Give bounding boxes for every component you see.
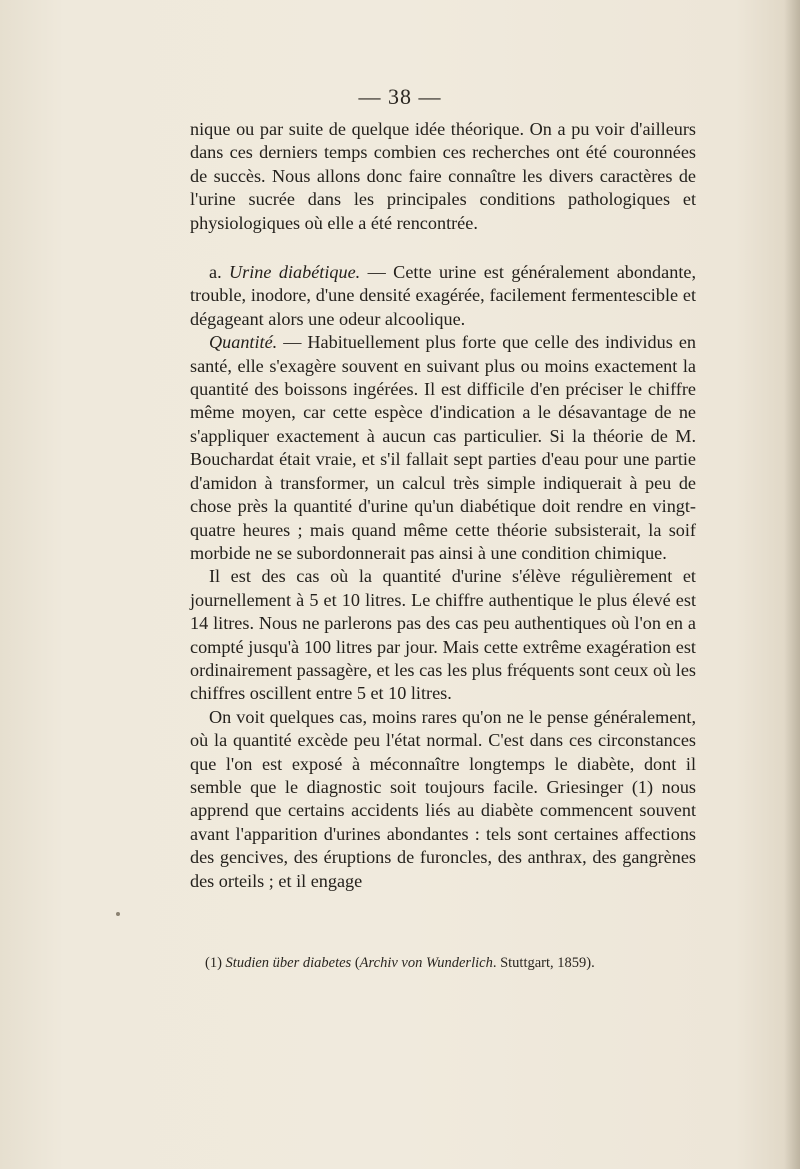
footnote-title: Studien über diabetes <box>225 955 352 971</box>
page-edge-shadow <box>784 0 800 1169</box>
paragraph-urine-diabetique <box>190 261 696 331</box>
main-text <box>190 118 696 893</box>
section-label: a. <box>209 262 222 283</box>
section-heading-urine-diabetique: Urine diabétique. <box>229 262 361 283</box>
paper-spot <box>116 912 120 916</box>
text-quantite: — Habituellement plus forte que celle des individus en santé, elle s'exagère souvent en suivant plus ou moins exactement la quantité des boissons ingérées. Il est difficile d'en préciser le chiffre même moyen, car cette espèce d'indication a le désavantage de ne s'appliquer exactement à aucun cas particulier. Si la théorie de M. Bouchardat était vraie, et s'il fallait sept parties d'eau pour une partie d'amidon à transformer, un calcul très simple indiquerait à peu de chose près la quantité d'urine qu'un diabétique doit rendre en vingt-quatre heures ; mais quand même cette théorie subsisterait, la soif morbide ne se subordonnerait pas ainsi à une condition chimique. <box>190 332 696 563</box>
subheading-quantite: Quantité. <box>209 332 278 353</box>
section-text-urine-diabetique: — Cette urine est généralement abondante, trouble, inodore, d'une densité exagérée, facilement fermentescible et dégageant alors une odeur alcoolique. <box>190 262 696 329</box>
page-number: — 38 — <box>358 84 442 109</box>
footnote-source: Archiv von Wunderlich <box>359 955 493 971</box>
paragraph-cas-rares: On voit quelques cas, moins rares qu'on ne le pense généralement, où la quantité excède peu l'état normal. C'est dans ces circonstances que l'on est exposé à méconnaître longtemps le diabète, dont il semble que le diagnostic soit toujours facile. Griesinger (1) nous apprend que certains accidents liés au diabète commencent souvent avant l'apparition d'urines abondantes : tels sont certaines affections des gencives, des éruptions de furoncles, des anthrax, des gangrènes des orteils ; et il engage <box>190 706 696 891</box>
footnote-rest: . Stuttgart, 1859). <box>492 955 595 971</box>
footnote: (1) Studien über diabetes (Archiv von Wunderlich. Stuttgart, 1859). <box>205 955 595 971</box>
section-gap <box>190 235 696 261</box>
paragraph-litres: Il est des cas où la quantité d'urine s'élève régulièrement et journellement à 5 et 10 litres. Le chiffre authentique le plus élevé est 14 litres. Nous ne parlerons pas des cas peu authentiques où l'on en a compté jusqu'à 100 litres par jour. Mais cette extrême exagération est ordinairement passagère, et les cas les plus fréquents sont ceux où les chiffres oscillent entre 5 et 10 litres. <box>190 566 696 704</box>
footnote-marker: (1) <box>205 955 222 971</box>
paragraph-quantite <box>190 331 696 565</box>
paragraph-intro: nique ou par suite de quelque idée théorique. On a pu voir d'ailleurs dans ces derniers temps combien ces recherches ont été couronnées de succès. Nous allons donc faire connaître les divers caractères de l'urine sucrée dans les principales conditions pathologiques et physiologiques où elle a été rencontrée. <box>190 119 696 233</box>
